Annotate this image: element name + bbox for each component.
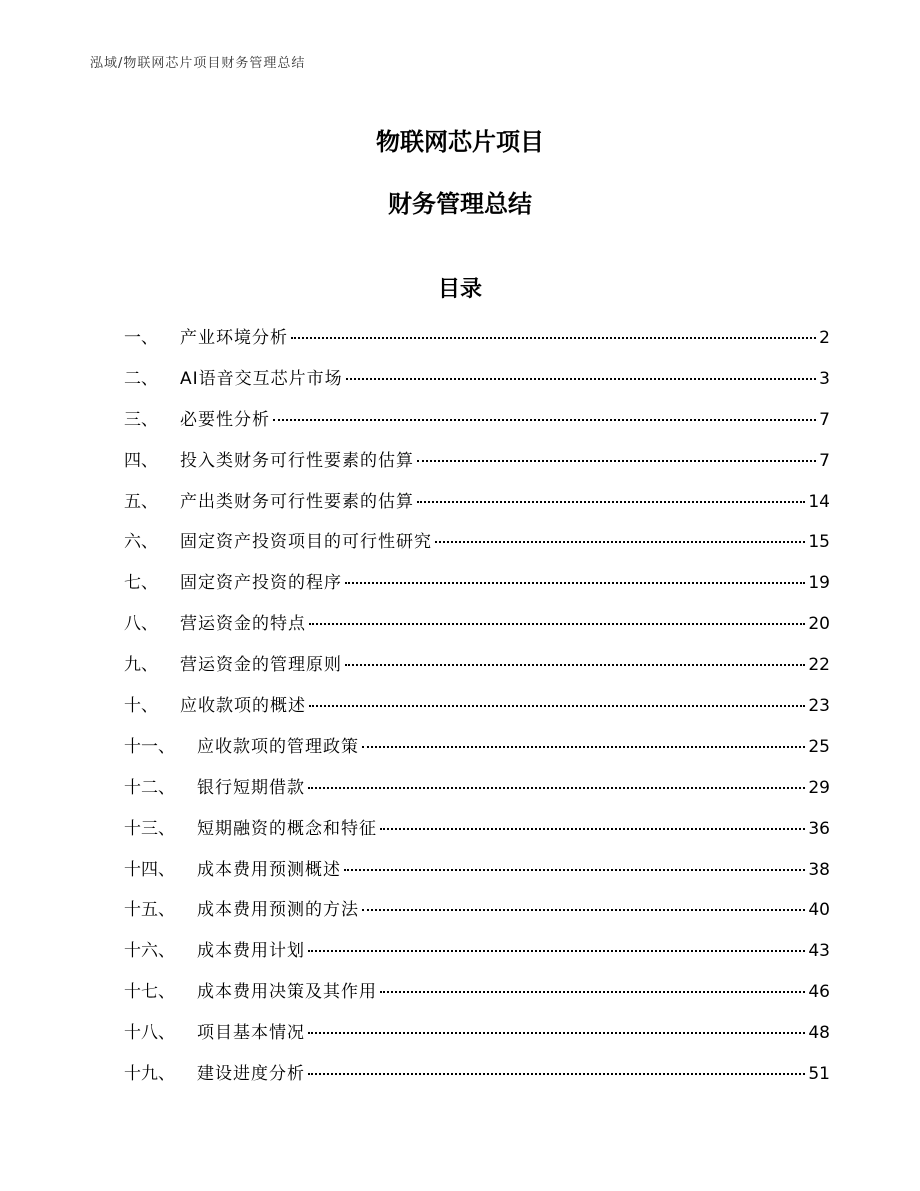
toc-entry-label: 成本费用计划 bbox=[197, 941, 305, 962]
toc-entry-number: 九、 bbox=[124, 655, 158, 676]
toc-entry-label: 应收款项的概述 bbox=[180, 696, 306, 717]
toc-entry[interactable] bbox=[124, 735, 830, 776]
toc-entry-label: 固定资产投资的程序 bbox=[180, 573, 342, 594]
dot-leader bbox=[380, 828, 805, 830]
toc-heading: 目录 bbox=[437, 277, 482, 302]
dot-leader bbox=[344, 869, 805, 871]
toc-entry[interactable] bbox=[124, 653, 830, 694]
toc-entry-page: 22 bbox=[808, 655, 830, 676]
toc-entry[interactable] bbox=[124, 776, 830, 817]
toc-entry-page: 29 bbox=[808, 777, 830, 798]
toc-entry[interactable] bbox=[124, 326, 830, 367]
toc-entry-number: 三、 bbox=[124, 409, 158, 430]
dot-leader bbox=[362, 909, 805, 911]
table-of-contents bbox=[124, 326, 830, 1103]
dot-leader bbox=[309, 705, 805, 707]
toc-entry-label: 成本费用决策及其作用 bbox=[197, 982, 377, 1003]
toc-entry-number: 一、 bbox=[124, 328, 158, 348]
dot-leader bbox=[291, 337, 816, 339]
toc-entry[interactable] bbox=[124, 490, 830, 531]
dot-leader bbox=[308, 1073, 805, 1075]
toc-entry-page: 3 bbox=[819, 368, 830, 389]
running-header: 泓域/物联网芯片项目财务管理总结 bbox=[90, 56, 306, 71]
toc-entry-number: 十七、 bbox=[124, 982, 175, 1003]
dot-leader bbox=[308, 950, 805, 952]
toc-entry-label: 成本费用预测的方法 bbox=[197, 900, 359, 921]
toc-entry-page: 20 bbox=[808, 614, 830, 635]
dot-leader bbox=[308, 1032, 805, 1034]
dot-leader bbox=[309, 623, 805, 625]
toc-entry[interactable] bbox=[124, 571, 830, 612]
toc-entry-label: 营运资金的特点 bbox=[180, 614, 306, 635]
toc-entry-number: 六、 bbox=[124, 532, 158, 553]
toc-entry-page: 36 bbox=[808, 818, 830, 839]
toc-entry-label: 银行短期借款 bbox=[197, 777, 305, 798]
toc-entry[interactable] bbox=[124, 694, 830, 735]
dot-leader bbox=[345, 664, 805, 666]
toc-entry-page: 2 bbox=[819, 328, 830, 348]
dot-leader bbox=[380, 991, 805, 993]
toc-entry-label: 短期融资的概念和特征 bbox=[197, 818, 377, 839]
dot-leader bbox=[417, 501, 805, 503]
dot-leader bbox=[345, 582, 805, 584]
toc-entry-label: 项目基本情况 bbox=[197, 1023, 305, 1044]
toc-entry-number: 四、 bbox=[124, 450, 158, 471]
toc-entry-page: 51 bbox=[808, 1064, 830, 1085]
toc-entry-label: 必要性分析 bbox=[180, 409, 270, 430]
toc-entry-number: 十六、 bbox=[124, 941, 175, 962]
toc-entry-number: 十一、 bbox=[124, 736, 175, 757]
toc-entry-page: 14 bbox=[808, 491, 830, 512]
toc-entry[interactable] bbox=[124, 1021, 830, 1062]
toc-entry[interactable] bbox=[124, 817, 830, 858]
dot-leader bbox=[273, 419, 816, 421]
toc-entry-label: 产业环境分析 bbox=[180, 328, 288, 348]
toc-entry-label: 投入类财务可行性要素的估算 bbox=[180, 450, 414, 471]
toc-entry[interactable] bbox=[124, 408, 830, 449]
toc-entry[interactable] bbox=[124, 980, 830, 1021]
toc-entry-number: 七、 bbox=[124, 573, 158, 594]
toc-entry-number: 五、 bbox=[124, 491, 158, 512]
toc-entry-label: 固定资产投资项目的可行性研究 bbox=[180, 532, 432, 553]
toc-entry-page: 25 bbox=[808, 736, 830, 757]
toc-entry-number: 十三、 bbox=[124, 818, 175, 839]
toc-entry-number: 八、 bbox=[124, 614, 158, 635]
toc-entry-number: 十九、 bbox=[124, 1064, 175, 1085]
dot-leader bbox=[362, 746, 805, 748]
toc-entry[interactable] bbox=[124, 939, 830, 980]
toc-entry[interactable] bbox=[124, 858, 830, 899]
toc-entry[interactable] bbox=[124, 530, 830, 571]
toc-entry-number: 二、 bbox=[124, 368, 158, 389]
toc-entry-page: 7 bbox=[819, 409, 830, 430]
dot-leader bbox=[308, 787, 805, 789]
dot-leader bbox=[346, 378, 817, 380]
toc-entry-label: 成本费用预测概述 bbox=[197, 859, 341, 880]
toc-entry-label: AI语音交互芯片市场 bbox=[180, 368, 343, 389]
document-title: 物联网芯片项目 bbox=[376, 128, 544, 156]
toc-entry-number: 十、 bbox=[124, 696, 158, 717]
toc-entry-label: 应收款项的管理政策 bbox=[197, 736, 359, 757]
toc-entry[interactable] bbox=[124, 612, 830, 653]
toc-entry-page: 43 bbox=[808, 941, 830, 962]
toc-entry-number: 十五、 bbox=[124, 900, 175, 921]
toc-entry-page: 19 bbox=[808, 573, 830, 594]
toc-entry[interactable] bbox=[124, 367, 830, 408]
toc-entry-label: 产出类财务可行性要素的估算 bbox=[180, 491, 414, 512]
toc-entry-page: 15 bbox=[808, 532, 830, 553]
toc-entry-number: 十二、 bbox=[124, 777, 175, 798]
toc-entry[interactable] bbox=[124, 1062, 830, 1103]
toc-entry[interactable] bbox=[124, 898, 830, 939]
toc-entry-label: 营运资金的管理原则 bbox=[180, 655, 342, 676]
toc-entry-label: 建设进度分析 bbox=[197, 1064, 305, 1085]
dot-leader bbox=[435, 541, 805, 543]
toc-entry[interactable] bbox=[124, 449, 830, 490]
dot-leader bbox=[417, 460, 816, 462]
document-subtitle: 财务管理总结 bbox=[388, 190, 532, 218]
toc-entry-number: 十八、 bbox=[124, 1023, 175, 1044]
toc-entry-page: 40 bbox=[808, 900, 830, 921]
toc-entry-page: 7 bbox=[819, 450, 830, 471]
toc-entry-page: 38 bbox=[808, 859, 830, 880]
toc-entry-page: 48 bbox=[808, 1023, 830, 1044]
toc-entry-page: 23 bbox=[808, 696, 830, 717]
toc-entry-page: 46 bbox=[808, 982, 830, 1003]
toc-entry-number: 十四、 bbox=[124, 859, 175, 880]
